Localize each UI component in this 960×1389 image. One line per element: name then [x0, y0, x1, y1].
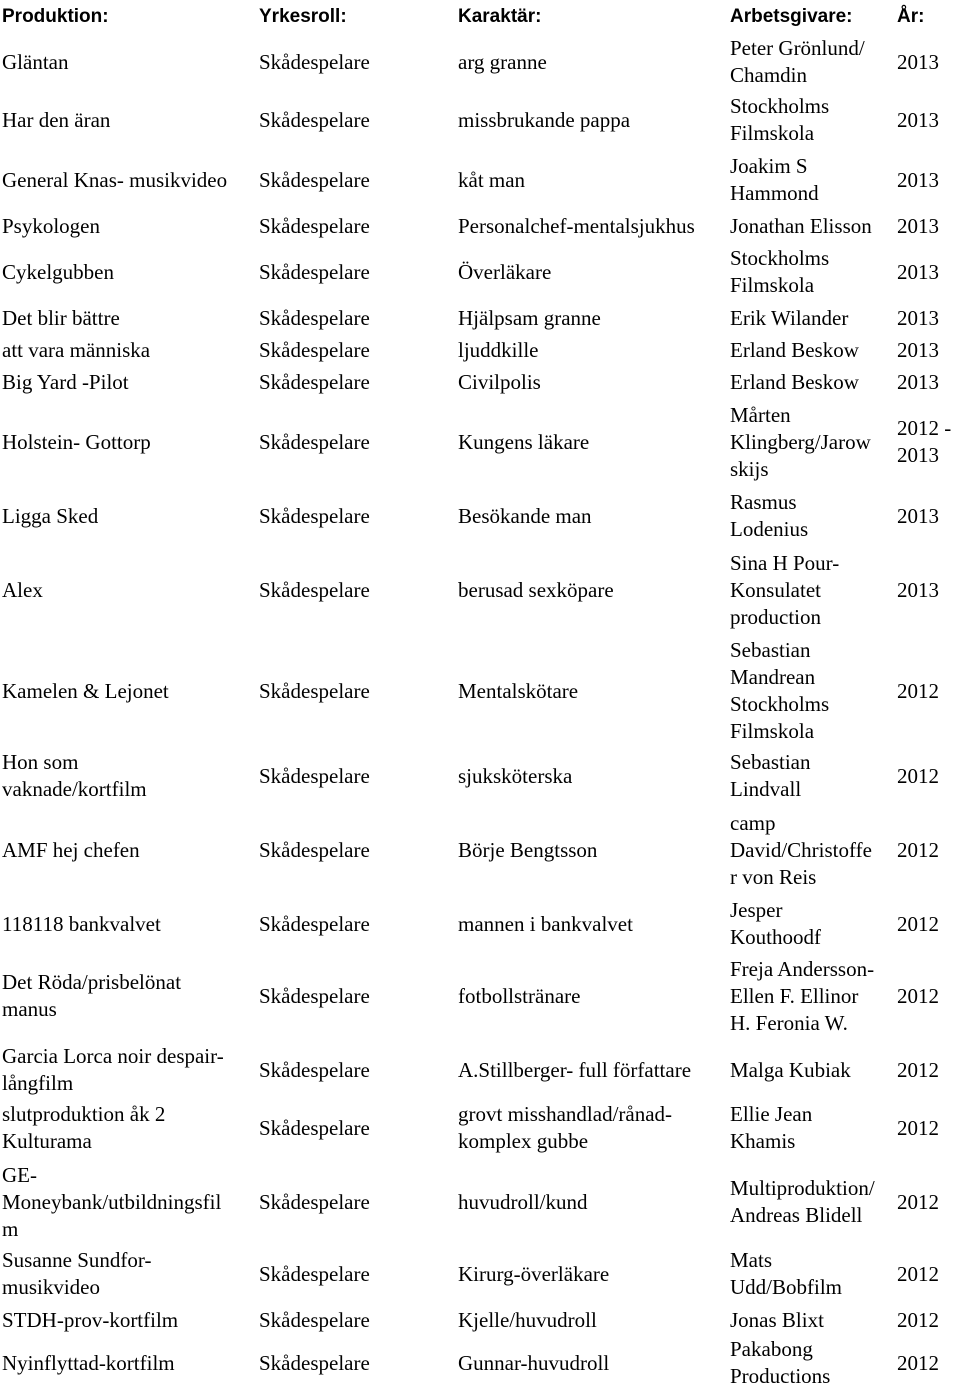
production-text: Kulturama — [2, 1129, 92, 1153]
cell-employer — [730, 92, 897, 148]
character-text: Kjelle/huvudroll — [458, 1307, 597, 1332]
cell-role — [259, 92, 455, 148]
cell-year — [897, 152, 960, 208]
cell-character — [458, 1306, 728, 1334]
cell-employer — [730, 212, 897, 240]
production-text: AMF hej chefen — [2, 837, 140, 862]
character-text: Hjälpsam granne — [458, 305, 601, 330]
cell-year — [897, 808, 960, 892]
production-text: långfilm — [2, 1071, 74, 1095]
employer-text: Chamdin — [730, 63, 807, 87]
cell-character — [458, 636, 728, 746]
cell-role — [259, 896, 455, 952]
production-text: musikvideo — [2, 1275, 100, 1299]
cell-production — [2, 400, 257, 484]
cell-role — [259, 212, 455, 240]
header-character: Karaktär: — [458, 5, 542, 27]
cell-employer — [730, 548, 897, 632]
cell-year — [897, 1100, 960, 1156]
production-text: General Knas- musikvideo — [2, 167, 228, 192]
cell-production — [2, 34, 257, 90]
cell-employer — [730, 1306, 897, 1334]
year-text: 2012 — [897, 837, 939, 862]
production-text: vaknade/kortfilm — [2, 777, 147, 801]
table-row — [0, 336, 960, 364]
cell-role — [259, 748, 455, 804]
cell-year — [897, 896, 960, 952]
cell-production — [2, 548, 257, 632]
character-text: huvudroll/kund — [458, 1189, 588, 1214]
employer-text: Jesper — [730, 898, 783, 922]
employer-text: Peter Grönlund/ — [730, 36, 865, 60]
employer-text: Pakabong — [730, 1338, 813, 1361]
cell-production — [2, 1246, 257, 1302]
character-text: mannen i bankvalvet — [458, 911, 633, 936]
cell-character — [458, 1160, 728, 1244]
role-text: Skådespelare — [259, 577, 370, 602]
cell-role — [259, 636, 455, 746]
employer-text: Joakim S — [730, 154, 808, 178]
production-text: Det blir bättre — [2, 305, 120, 330]
production-text: Nyinflyttad-kortfilm — [2, 1350, 175, 1375]
cell-character — [458, 1338, 728, 1388]
cell-production — [2, 152, 257, 208]
role-text: Skådespelare — [259, 167, 370, 192]
cell-role — [259, 368, 455, 396]
cell-production — [2, 368, 257, 396]
cell-role — [259, 1246, 455, 1302]
role-text: Skådespelare — [259, 429, 370, 454]
cell-year — [897, 212, 960, 240]
cell-employer — [730, 1100, 897, 1156]
character-text: Besökande man — [458, 503, 592, 528]
cell-employer — [730, 1246, 897, 1302]
production-text: slutproduktion åk 2 — [2, 1102, 166, 1126]
role-text: Skådespelare — [259, 503, 370, 528]
production-text: Psykologen — [2, 213, 101, 238]
cell-character — [458, 212, 728, 240]
cell-employer — [730, 748, 897, 804]
production-text: m — [2, 1216, 19, 1241]
role-text: Skådespelare — [259, 837, 370, 862]
year-text: 2013 — [897, 443, 939, 467]
production-text: Big Yard -Pilot — [2, 369, 129, 394]
employer-text: camp — [730, 810, 776, 835]
cell-role — [259, 488, 455, 544]
cell-production — [2, 212, 257, 240]
production-text: att vara människa — [2, 337, 151, 362]
cell-character — [458, 488, 728, 544]
cell-role — [259, 304, 455, 332]
cell-role — [259, 954, 455, 1038]
table-row — [0, 636, 960, 746]
cell-employer — [730, 1338, 897, 1388]
table-row — [0, 400, 960, 484]
production-text: 118118 bankvalvet — [2, 911, 161, 936]
production-text: Holstein- Gottorp — [2, 429, 151, 454]
header-employer: Arbetsgivare: — [730, 5, 853, 27]
employer-text: Mårten — [730, 402, 791, 427]
cell-character — [458, 1246, 728, 1302]
year-text: 2013 — [897, 337, 939, 362]
table-row — [0, 304, 960, 332]
cell-year — [897, 488, 960, 544]
character-text: Kungens läkare — [458, 429, 590, 454]
cell-character — [458, 1042, 728, 1098]
cell-role — [259, 1100, 455, 1156]
employer-text: Ellen F. Ellinor — [730, 983, 859, 1008]
role-text: Skådespelare — [259, 213, 370, 238]
cell-character — [458, 548, 728, 632]
character-text: grovt misshandlad/rånad- — [458, 1102, 673, 1126]
cell-employer — [730, 896, 897, 952]
production-text: GE- — [2, 1162, 37, 1187]
employer-text: Lodenius — [730, 517, 809, 541]
employer-text: Mandrean — [730, 665, 816, 689]
year-text: 2012 — [897, 763, 939, 788]
production-text: STDH-prov-kortfilm — [2, 1307, 179, 1332]
table-row — [0, 954, 960, 1038]
cell-role — [259, 1042, 455, 1098]
cell-production — [2, 244, 257, 300]
cell-production — [2, 488, 257, 544]
cell-role — [259, 336, 455, 364]
cell-role — [259, 1160, 455, 1244]
role-text: Skådespelare — [259, 1189, 370, 1214]
character-text: Överläkare — [458, 259, 552, 284]
cell-character — [458, 954, 728, 1038]
cell-role — [259, 1306, 455, 1334]
year-text: 2013 — [897, 167, 939, 192]
cell-employer — [730, 954, 897, 1038]
character-text: missbrukande pappa — [458, 107, 631, 132]
table-row — [0, 488, 960, 544]
character-text: Civilpolis — [458, 369, 541, 394]
cell-year — [897, 34, 960, 90]
year-text: 2013 — [897, 259, 939, 284]
cell-year — [897, 1306, 960, 1334]
employer-text: Lindvall — [730, 777, 802, 801]
employer-text: Udd/Bobfilm — [730, 1275, 843, 1299]
cell-production — [2, 636, 257, 746]
cell-character — [458, 748, 728, 804]
cell-character — [458, 896, 728, 952]
character-text: komplex gubbe — [458, 1129, 589, 1153]
cell-employer — [730, 488, 897, 544]
cell-production — [2, 808, 257, 892]
employer-text: Andreas Blidell — [730, 1203, 863, 1227]
cell-employer — [730, 152, 897, 208]
table-row — [0, 1306, 960, 1334]
cell-year — [897, 336, 960, 364]
production-text: Moneybank/utbildningsfil — [2, 1189, 222, 1214]
role-text: Skådespelare — [259, 107, 370, 132]
year-text: 2012 — [897, 1115, 939, 1140]
role-text: Skådespelare — [259, 1261, 370, 1286]
year-text: 2013 — [897, 213, 939, 238]
table-row — [0, 34, 960, 90]
character-text: fotbollstränare — [458, 983, 581, 1008]
employer-text: skijs — [730, 456, 769, 481]
cell-production — [2, 304, 257, 332]
table-row — [0, 152, 960, 208]
cell-employer — [730, 808, 897, 892]
character-text: arg granne — [458, 49, 547, 74]
role-text: Skådespelare — [259, 678, 370, 703]
employer-text: Productions — [730, 1364, 831, 1388]
role-text: Skådespelare — [259, 1307, 370, 1332]
cell-year — [897, 368, 960, 396]
year-text: 2013 — [897, 503, 939, 528]
cell-production — [2, 1042, 257, 1098]
employer-text: Stockholms — [730, 94, 830, 118]
header-role: Yrkesroll: — [259, 5, 347, 27]
table-row — [0, 244, 960, 300]
production-text: Det Röda/prisbelönat — [2, 970, 182, 994]
role-text: Skådespelare — [259, 305, 370, 330]
cell-year — [897, 954, 960, 1038]
employer-text: Erland Beskow — [730, 369, 859, 394]
table-row — [0, 1160, 960, 1244]
employer-text: Malga Kubiak — [730, 1057, 851, 1082]
table-row — [0, 1100, 960, 1156]
table-row — [0, 808, 960, 892]
table-row — [0, 1338, 960, 1388]
cell-year — [897, 1160, 960, 1244]
cell-year — [897, 400, 960, 484]
employer-text: Kouthoodf — [730, 925, 821, 949]
cell-role — [259, 1338, 455, 1388]
cell-year — [897, 636, 960, 746]
year-text: 2012 — [897, 911, 939, 936]
cell-role — [259, 34, 455, 90]
production-text: Har den äran — [2, 107, 111, 132]
cell-character — [458, 336, 728, 364]
table-row — [0, 368, 960, 396]
role-text: Skådespelare — [259, 983, 370, 1008]
cell-year — [897, 304, 960, 332]
cell-character — [458, 368, 728, 396]
cell-production — [2, 92, 257, 148]
cell-year — [897, 244, 960, 300]
year-text: 2013 — [897, 107, 939, 132]
table-row — [0, 748, 960, 804]
cell-character — [458, 92, 728, 148]
cell-character — [458, 34, 728, 90]
table-row — [0, 548, 960, 632]
header-year: År: — [897, 5, 925, 27]
production-text: Gläntan — [2, 49, 69, 74]
production-text: Cykelgubben — [2, 259, 114, 284]
cell-production — [2, 336, 257, 364]
cell-production — [2, 1160, 257, 1244]
year-text: 2012 - — [897, 416, 952, 440]
cell-year — [897, 548, 960, 632]
cell-year — [897, 748, 960, 804]
employer-text: Sina H Pour- — [730, 550, 840, 575]
cell-character — [458, 400, 728, 484]
role-text: Skådespelare — [259, 259, 370, 284]
cell-year — [897, 1246, 960, 1302]
production-text: Susanne Sundfor- — [2, 1248, 152, 1272]
year-text: 2012 — [897, 1057, 939, 1082]
cell-role — [259, 808, 455, 892]
employer-text: production — [730, 604, 821, 629]
role-text: Skådespelare — [259, 369, 370, 394]
cell-production — [2, 1338, 257, 1388]
employer-text: Filmskola — [730, 273, 815, 297]
cell-production — [2, 954, 257, 1038]
cell-year — [897, 1338, 960, 1388]
year-text: 2013 — [897, 49, 939, 74]
table-row — [0, 92, 960, 148]
cell-character — [458, 244, 728, 300]
cell-year — [897, 92, 960, 148]
employer-text: David/Christoffe — [730, 837, 872, 862]
employer-text: r von Reis — [730, 864, 817, 889]
employer-text: Sebastian — [730, 638, 811, 662]
cell-production — [2, 1306, 257, 1334]
character-text: Personalchef-mentalsjukhus — [458, 213, 695, 238]
role-text: Skådespelare — [259, 763, 370, 788]
character-text: Gunnar-huvudroll — [458, 1350, 610, 1375]
cell-character — [458, 1100, 728, 1156]
cell-employer — [730, 636, 897, 746]
employer-text: Jonathan Elisson — [730, 213, 872, 238]
year-text: 2012 — [897, 1189, 939, 1214]
cell-employer — [730, 368, 897, 396]
cell-employer — [730, 34, 897, 90]
cell-year — [897, 1042, 960, 1098]
role-text: Skådespelare — [259, 337, 370, 362]
cell-role — [259, 548, 455, 632]
cell-role — [259, 400, 455, 484]
cell-employer — [730, 400, 897, 484]
year-text: 2013 — [897, 577, 939, 602]
year-text: 2012 — [897, 1350, 939, 1375]
table-row — [0, 896, 960, 952]
employer-text: Filmskola — [730, 121, 815, 145]
character-text: A.Stillberger- full författare — [458, 1057, 692, 1082]
character-text: kåt man — [458, 167, 526, 192]
cell-employer — [730, 304, 897, 332]
cell-employer — [730, 244, 897, 300]
employer-text: Erland Beskow — [730, 337, 859, 362]
year-text: 2012 — [897, 678, 939, 703]
table-row — [0, 1042, 960, 1098]
year-text: 2013 — [897, 305, 939, 330]
employer-text: Rasmus — [730, 490, 797, 514]
cell-role — [259, 244, 455, 300]
employer-text: Hammond — [730, 181, 819, 205]
role-text: Skådespelare — [259, 1350, 370, 1375]
table-header — [0, 0, 960, 32]
employer-text: Multiproduktion/ — [730, 1176, 875, 1200]
employer-text: Khamis — [730, 1129, 796, 1153]
year-text: 2012 — [897, 1261, 939, 1286]
employer-text: Stockholms — [730, 246, 830, 270]
employer-text: Konsulatet — [730, 577, 821, 602]
production-text: Kamelen & Lejonet — [2, 678, 169, 703]
cell-employer — [730, 336, 897, 364]
production-text: Garcia Lorca noir despair- — [2, 1044, 224, 1068]
character-text: Börje Bengtsson — [458, 837, 598, 862]
cell-production — [2, 896, 257, 952]
character-text: sjuksköterska — [458, 763, 573, 788]
year-text: 2013 — [897, 369, 939, 394]
character-text: berusad sexköpare — [458, 577, 614, 602]
character-text: Kirurg-överläkare — [458, 1261, 610, 1286]
employer-text: Klingberg/Jarow — [730, 429, 871, 454]
cell-employer — [730, 1160, 897, 1244]
cell-character — [458, 304, 728, 332]
cell-role — [259, 152, 455, 208]
cell-employer — [730, 1042, 897, 1098]
year-text: 2012 — [897, 1307, 939, 1332]
employer-text: Jonas Blixt — [730, 1307, 824, 1332]
employer-text: Stockholms — [730, 692, 830, 716]
role-text: Skådespelare — [259, 1115, 370, 1140]
cell-character — [458, 808, 728, 892]
cell-character — [458, 152, 728, 208]
header-production: Produktion: — [2, 5, 109, 27]
role-text: Skådespelare — [259, 911, 370, 936]
production-text: Hon som — [2, 750, 79, 774]
character-text: Mentalskötare — [458, 678, 579, 703]
employer-text: Sebastian — [730, 750, 811, 774]
employer-text: Mats — [730, 1248, 772, 1272]
production-text: Alex — [2, 577, 43, 602]
role-text: Skådespelare — [259, 49, 370, 74]
year-text: 2012 — [897, 983, 939, 1008]
employer-text: Filmskola — [730, 719, 815, 743]
table-row — [0, 1246, 960, 1302]
production-text: manus — [2, 997, 57, 1021]
table-row — [0, 212, 960, 240]
character-text: ljuddkille — [458, 337, 539, 362]
cell-production — [2, 1100, 257, 1156]
production-text: Ligga Sked — [2, 503, 99, 528]
cell-production — [2, 748, 257, 804]
employer-text: H. Feronia W. — [730, 1010, 848, 1035]
employer-text: Freja Andersson- — [730, 956, 875, 981]
employer-text: Ellie Jean — [730, 1102, 813, 1126]
employer-text: Erik Wilander — [730, 305, 849, 330]
role-text: Skådespelare — [259, 1057, 370, 1082]
